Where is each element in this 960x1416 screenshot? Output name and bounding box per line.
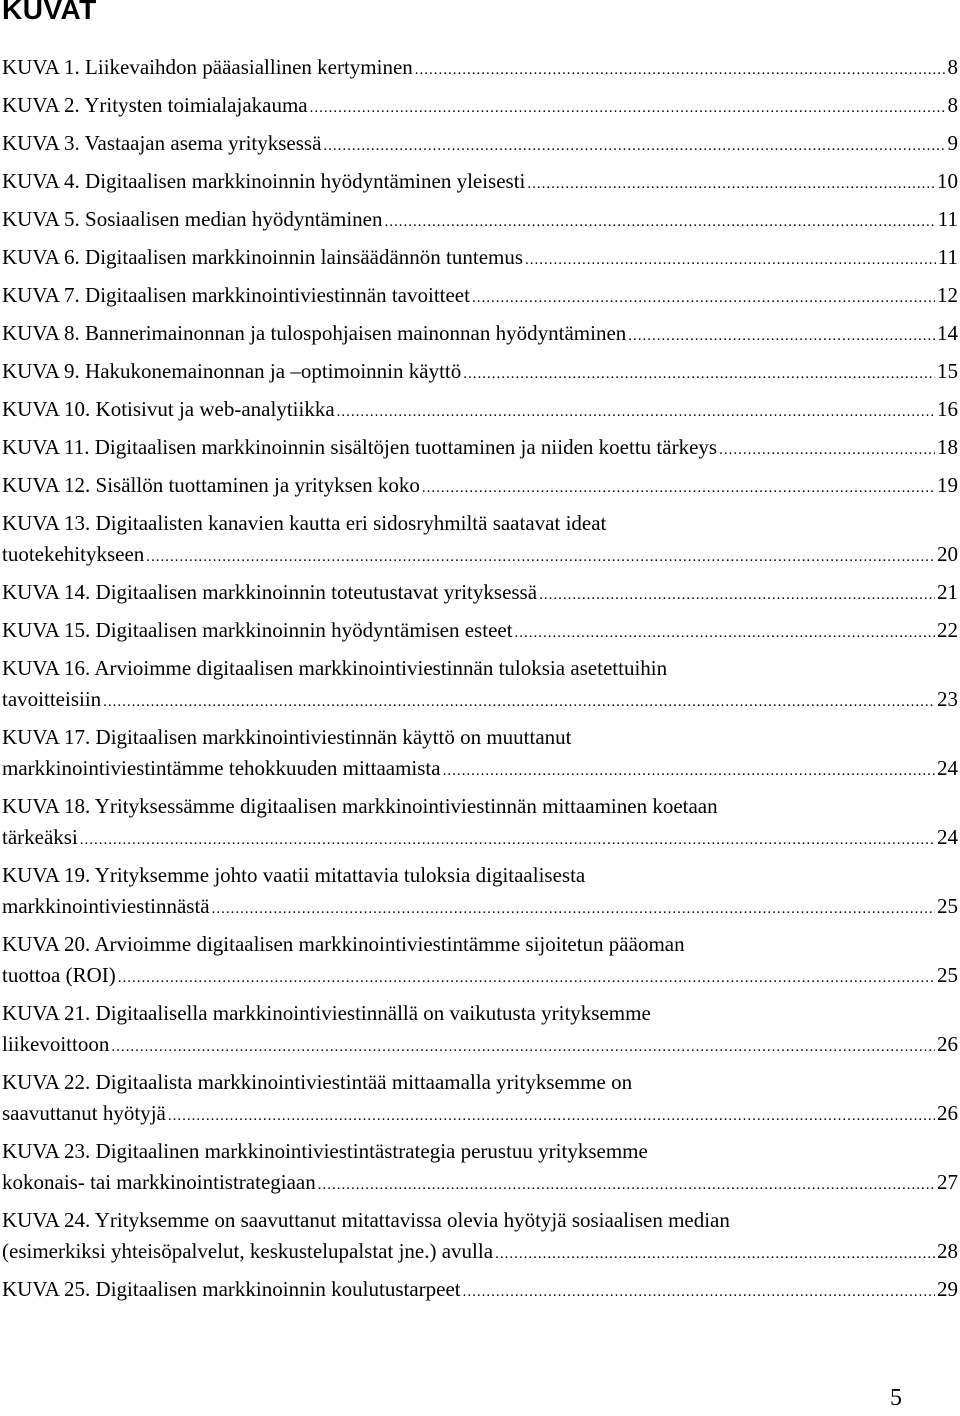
dot-leader: [443, 756, 935, 787]
figure-entry-page: 12: [937, 283, 958, 307]
figure-entry[interactable]: [2, 356, 958, 390]
figure-entry-title: KUVA 14. Digitaalisen markkinoinnin toteutustavat yrityksessä: [2, 580, 538, 604]
dot-leader: [525, 245, 936, 276]
figure-entry[interactable]: [2, 242, 958, 276]
figure-entry-line: [2, 204, 958, 238]
figure-entry-line: [2, 1274, 958, 1308]
figure-entry[interactable]: [2, 1205, 958, 1270]
figure-entry-title-line: KUVA 17. Digitaalisen markkinointiviestinnän käyttö on muuttanut: [2, 725, 572, 749]
figure-entry-line: [2, 52, 958, 86]
figure-entry-title: KUVA 5. Sosiaalisen median hyödyntäminen: [2, 207, 383, 231]
figure-entry-page: 19: [937, 473, 958, 497]
figure-entry-title: saavuttanut hyötyjä: [2, 1101, 166, 1125]
figure-entry-title: (esimerkiksi yhteisöpalvelut, keskustelupalstat jne.) avulla: [2, 1239, 494, 1263]
figure-entry[interactable]: [2, 615, 958, 649]
dot-leader: [337, 397, 935, 428]
figure-entry-page: 24: [937, 825, 958, 849]
figure-entry-page: 9: [947, 131, 958, 155]
dot-leader: [463, 1277, 935, 1308]
figure-entry[interactable]: [2, 1274, 958, 1308]
dot-leader: [495, 1239, 935, 1270]
figure-entry-title: tärkeäksi: [2, 825, 78, 849]
figure-entry-line: [2, 684, 958, 718]
figure-entry-title: KUVA 25. Digitaalisen markkinoinnin koulutustarpeet: [2, 1277, 461, 1301]
figure-entry-line: [2, 822, 958, 856]
figure-entry-page: 14: [937, 321, 958, 345]
figure-list: [2, 52, 958, 1312]
figure-entry-title: tavoitteisiin: [2, 687, 102, 711]
figure-entry-page: 11: [937, 207, 958, 231]
figure-entry-line: [2, 615, 958, 649]
dot-leader: [385, 207, 936, 238]
dot-leader: [111, 1032, 935, 1063]
figure-entry-line: [2, 166, 958, 200]
figure-entry-line: [2, 1029, 958, 1063]
figure-entry-line: [2, 280, 958, 314]
figure-entry[interactable]: [2, 52, 958, 86]
figure-entry-line: [2, 1098, 958, 1132]
figure-entry-title: tuottoa (ROI): [2, 963, 116, 987]
figure-entry-page: 29: [937, 1277, 958, 1301]
figure-entry-page: 15: [937, 359, 958, 383]
figure-entry[interactable]: [2, 791, 958, 856]
figure-entry-line: [2, 891, 958, 925]
figure-entry-page: 27: [937, 1170, 958, 1194]
figure-entry-title: KUVA 12. Sisällön tuottaminen ja yrityksen koko: [2, 473, 420, 497]
figure-entry-title: markkinointiviestintämme tehokkuuden mittaamista: [2, 756, 441, 780]
figure-entry-title: KUVA 1. Liikevaihdon pääasiallinen kertyminen: [2, 55, 413, 79]
figure-entry-title: KUVA 8. Bannerimainonnan ja tulospohjaisen mainonnan hyödyntäminen: [2, 321, 627, 345]
figure-entry[interactable]: [2, 432, 958, 466]
figure-entry-line: [2, 318, 958, 352]
figure-entry[interactable]: [2, 90, 958, 124]
figure-entry-line: [2, 1167, 958, 1201]
figure-entry-line: [2, 1236, 958, 1270]
figure-entry-page: 21: [937, 580, 958, 604]
figure-entry-page: 25: [937, 963, 958, 987]
figure-entry-page: 23: [937, 687, 958, 711]
figure-entry-title-line: KUVA 20. Arvioimme digitaalisen markkinointiviestintämme sijoitetun pääoman: [2, 932, 685, 956]
figure-entry[interactable]: [2, 166, 958, 200]
figure-entry[interactable]: [2, 204, 958, 238]
figure-entry[interactable]: [2, 1067, 958, 1132]
figure-entry-line: [2, 960, 958, 994]
figure-entry[interactable]: [2, 653, 958, 718]
dot-leader: [118, 963, 935, 994]
dot-leader: [415, 55, 946, 86]
figure-entry-page: 8: [947, 55, 958, 79]
figure-entry-line: [2, 432, 958, 466]
dot-leader: [539, 580, 935, 611]
figure-entry[interactable]: [2, 1136, 958, 1201]
figure-entry-page: 24: [937, 756, 958, 780]
figure-entry-title: liikevoittoon: [2, 1032, 110, 1056]
figure-entry[interactable]: [2, 470, 958, 504]
figure-entry-title: KUVA 2. Yritysten toimialajakauma: [2, 93, 308, 117]
figure-entry[interactable]: [2, 508, 958, 573]
figure-entry-page: 8: [947, 93, 958, 117]
figure-entry-line: [2, 90, 958, 124]
figure-entry-title-line: KUVA 13. Digitaalisten kanavien kautta eri sidosryhmiltä saatavat ideat: [2, 511, 607, 535]
dot-leader: [719, 435, 935, 466]
figure-entry-title-line: KUVA 19. Yrityksemme johto vaatii mitattavia tuloksia digitaalisesta: [2, 863, 586, 887]
figure-entry-title-line: KUVA 16. Arvioimme digitaalisen markkinointiviestinnän tuloksia asetettuihin: [2, 656, 668, 680]
dot-leader: [146, 542, 935, 573]
figure-entry-title: KUVA 6. Digitaalisen markkinoinnin lainsäädännön tuntemus: [2, 245, 524, 269]
figure-entry-line: [2, 539, 958, 573]
figure-entry-page: 26: [937, 1032, 958, 1056]
figure-entry-title: KUVA 9. Hakukonemainonnan ja –optimoinnin käyttö: [2, 359, 462, 383]
figure-entry-page: 28: [937, 1239, 958, 1263]
figure-entry-line: [2, 356, 958, 390]
figure-entry[interactable]: [2, 722, 958, 787]
figure-entry[interactable]: [2, 280, 958, 314]
dot-leader: [527, 169, 935, 200]
figure-entry-title: KUVA 11. Digitaalisen markkinoinnin sisältöjen tuottaminen ja niiden koettu tärkeys: [2, 435, 718, 459]
figure-entry-line: [2, 577, 958, 611]
figure-entry[interactable]: [2, 318, 958, 352]
figure-entry[interactable]: [2, 577, 958, 611]
figure-entry-title-line: KUVA 24. Yrityksemme on saavuttanut mitattavissa olevia hyötyjä sosiaalisen median: [2, 1208, 730, 1232]
figure-entry-page: 20: [937, 542, 958, 566]
figure-entry[interactable]: [2, 860, 958, 925]
dot-leader: [318, 1170, 935, 1201]
figure-entry-page: 26: [937, 1101, 958, 1125]
figure-entry-page: 10: [937, 169, 958, 193]
figure-entry[interactable]: [2, 998, 958, 1063]
dot-leader: [463, 359, 935, 390]
figure-entry-title-line: KUVA 18. Yrityksessämme digitaalisen markkinointiviestinnän mittaaminen koetaan: [2, 794, 718, 818]
figure-entry-title: markkinointiviestinnästä: [2, 894, 210, 918]
figure-entry-title: KUVA 4. Digitaalisen markkinoinnin hyödyntäminen yleisesti: [2, 169, 526, 193]
figure-entry-title: KUVA 15. Digitaalisen markkinoinnin hyödyntämisen esteet: [2, 618, 513, 642]
figure-entry-page: 11: [937, 245, 958, 269]
figure-entry[interactable]: [2, 929, 958, 994]
figure-entry-title: KUVA 3. Vastaajan asema yrityksessä: [2, 131, 322, 155]
figure-entry-title: KUVA 7. Digitaalisen markkinointiviestinnän tavoitteet: [2, 283, 470, 307]
figure-entry-page: 16: [937, 397, 958, 421]
dot-leader: [515, 618, 935, 649]
figure-entry-title: kokonais- tai markkinointistrategiaan: [2, 1170, 316, 1194]
dot-leader: [80, 825, 935, 856]
dot-leader: [103, 687, 935, 718]
figure-entry-title-line: KUVA 21. Digitaalisella markkinointiviestinnällä on vaikutusta yrityksemme: [2, 1001, 651, 1025]
page-number: 5: [890, 1385, 902, 1411]
figure-entry-line: [2, 753, 958, 787]
figure-entry-line: [2, 470, 958, 504]
dot-leader: [323, 131, 945, 162]
dot-leader: [168, 1101, 935, 1132]
dot-leader: [628, 321, 935, 352]
figure-entry-title: KUVA 10. Kotisivut ja web-analytiikka: [2, 397, 335, 421]
figure-entry-page: 22: [937, 618, 958, 642]
figure-entry-title-line: KUVA 22. Digitaalista markkinointiviestintää mittaamalla yrityksemme on: [2, 1070, 633, 1094]
figure-entry-page: 25: [937, 894, 958, 918]
figure-entry[interactable]: [2, 128, 958, 162]
figure-entry-page: 18: [937, 435, 958, 459]
dot-leader: [472, 283, 935, 314]
figure-entry[interactable]: [2, 394, 958, 428]
figure-entry-line: [2, 128, 958, 162]
figure-entry-title-line: KUVA 23. Digitaalinen markkinointiviestintästrategia perustuu yrityksemme: [2, 1139, 648, 1163]
figure-entry-line: [2, 242, 958, 276]
figure-entry-line: [2, 394, 958, 428]
dot-leader: [212, 894, 935, 925]
dot-leader: [310, 93, 946, 124]
figure-entry-title: tuotekehitykseen: [2, 542, 145, 566]
page-title: KUVAT: [2, 0, 97, 25]
dot-leader: [422, 473, 935, 504]
